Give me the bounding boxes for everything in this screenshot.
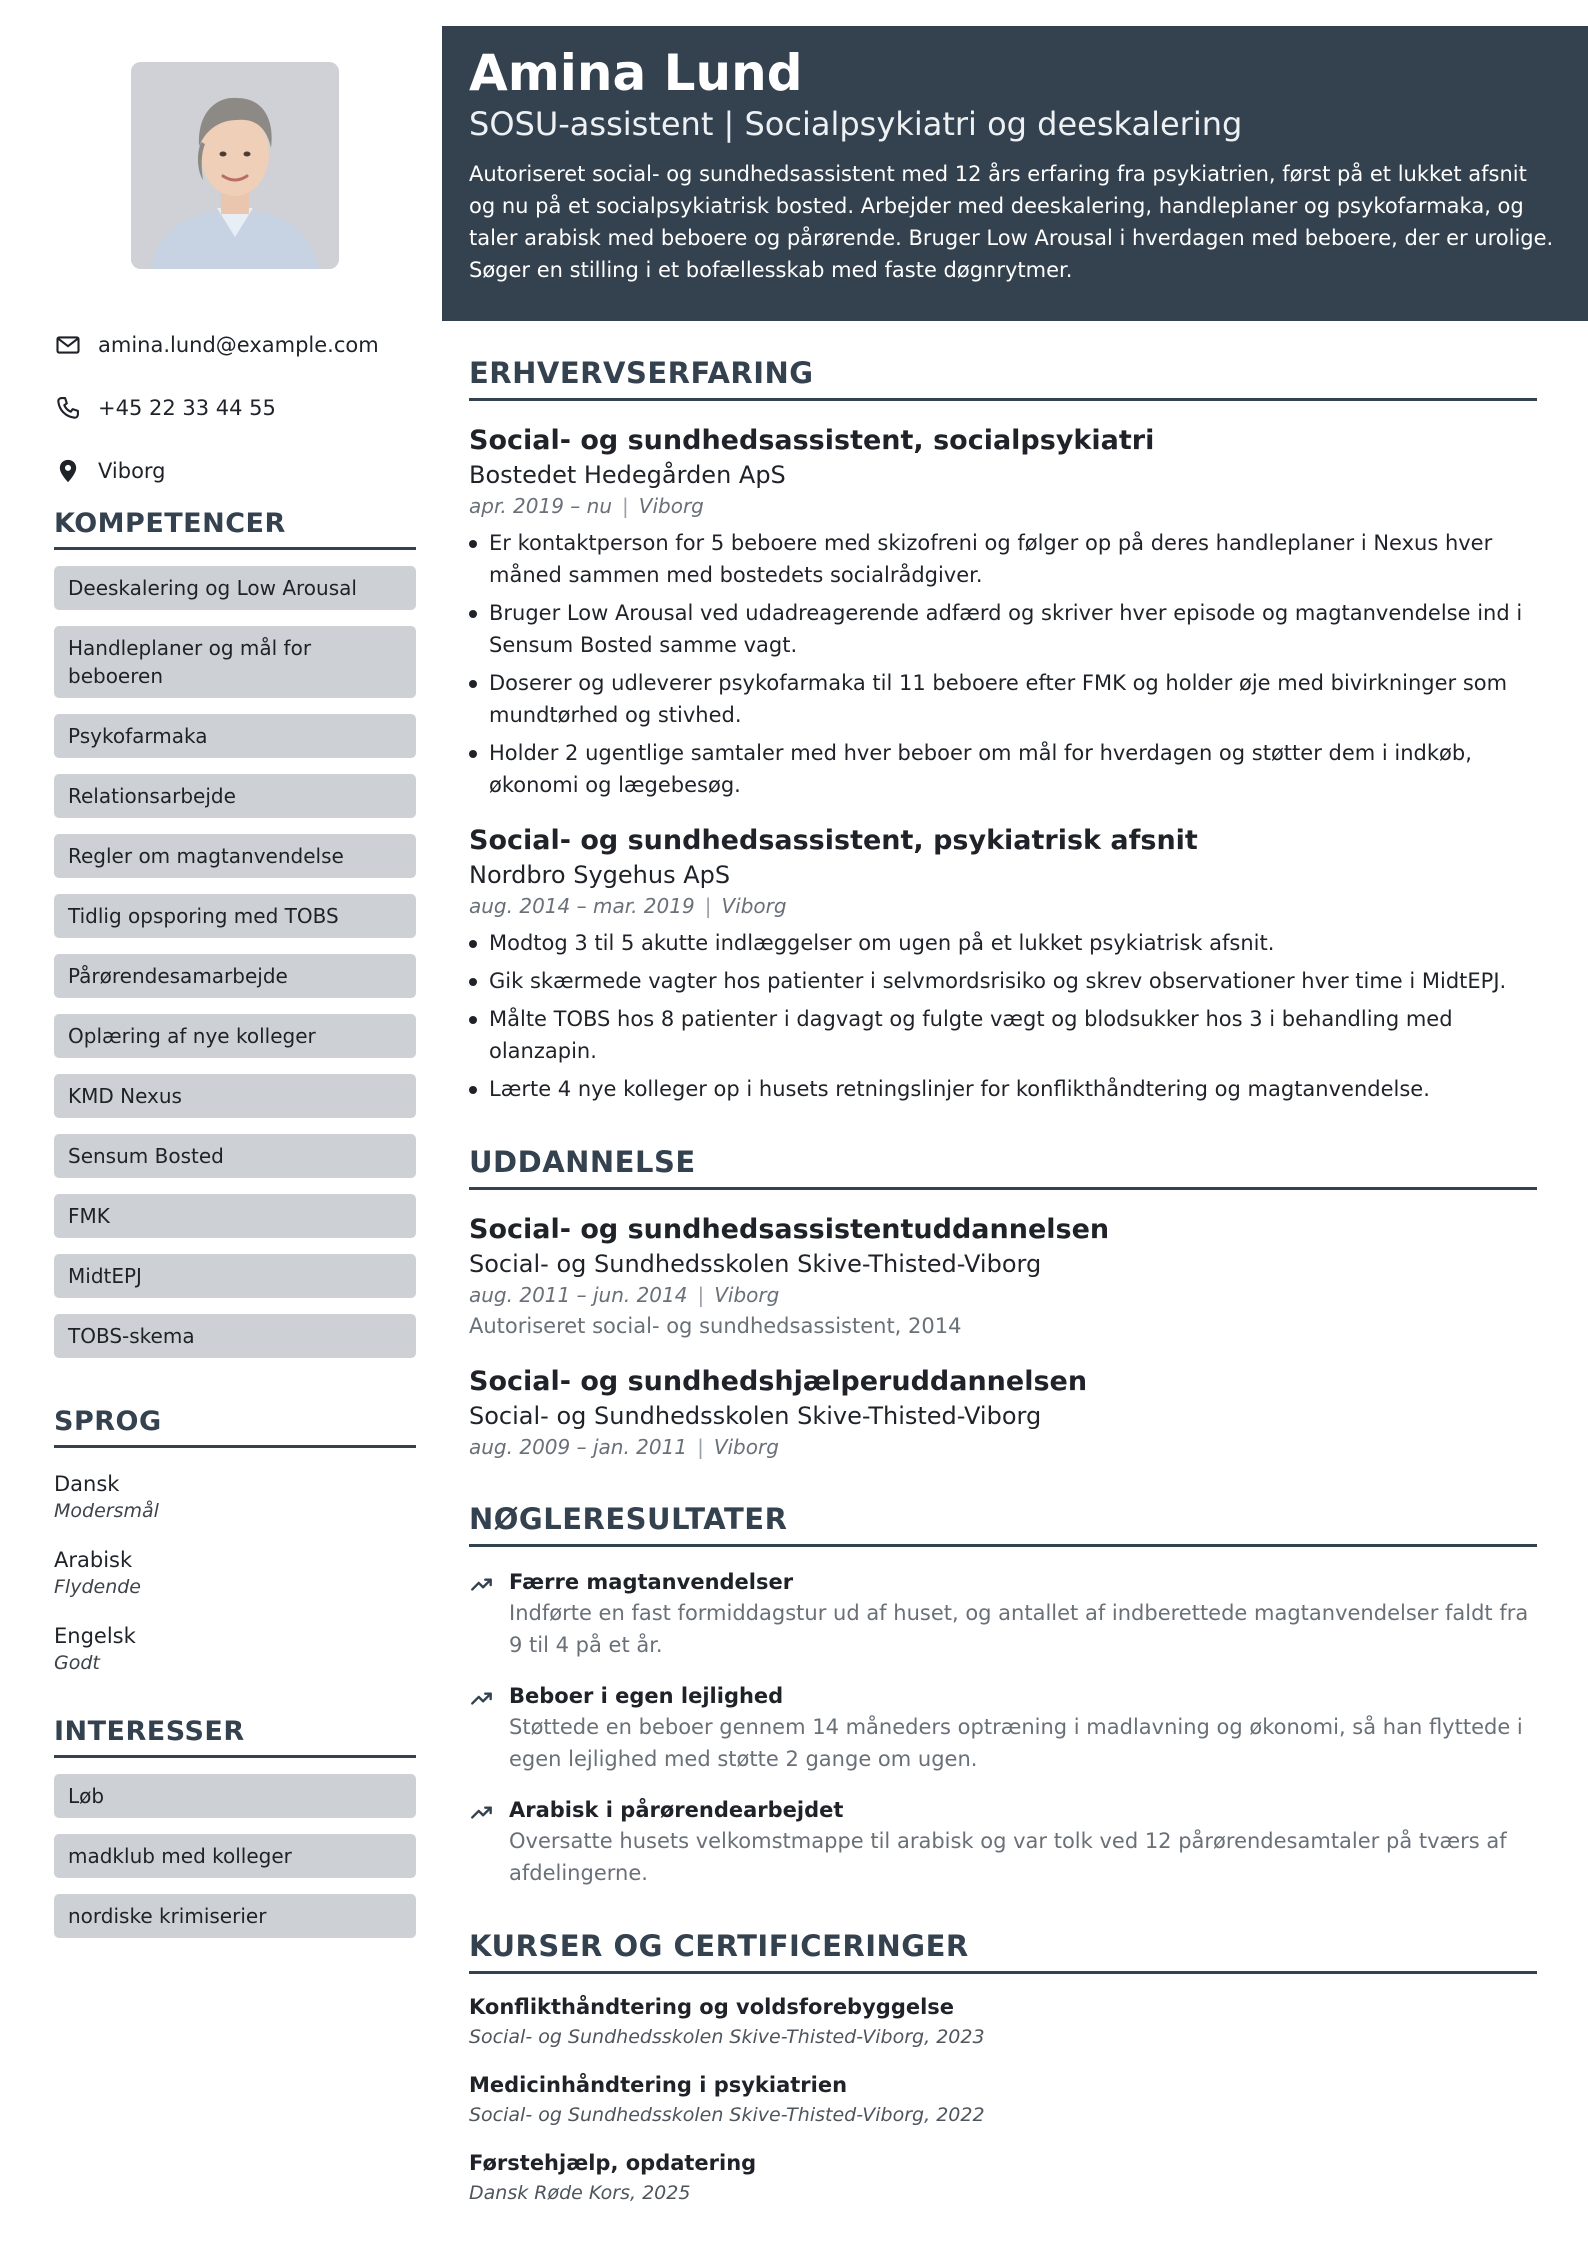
experience-section <box>469 356 1537 1105</box>
skill-tag: Relationsarbejde <box>54 774 416 818</box>
job-place: Viborg <box>638 494 704 518</box>
language-level: Godt <box>54 1652 100 1674</box>
job-meta <box>469 491 1537 521</box>
skill-tag: TOBS-skema <box>54 1314 416 1358</box>
skill-tag: MidtEPJ <box>54 1254 416 1298</box>
skill-tag: Handleplaner og mål for beboeren <box>54 626 416 698</box>
course-item <box>469 2148 1537 2208</box>
skill-tag: Pårørendesamarbejde <box>54 954 416 998</box>
candidate-name: Amina Lund <box>469 44 803 102</box>
education-school: Social- og Sundhedsskolen Skive-Thisted-Viborg <box>469 1250 1042 1278</box>
education-entry <box>469 1364 1537 1462</box>
course-name: Medicinhåndtering i psykiatrien <box>469 2073 848 2097</box>
education-meta <box>469 1432 1537 1462</box>
interest-tag: madklub med kolleger <box>54 1834 416 1878</box>
job-employer: Bostedet Hedegården ApS <box>469 461 786 489</box>
courses-title: KURSER OG CERTIFICERINGER <box>469 1929 1537 1974</box>
contact-location <box>54 439 416 502</box>
result-item <box>469 1795 1537 1889</box>
job-title: Social- og sundhedsassistent, socialpsykiatri <box>469 425 1155 456</box>
language-name: Arabisk <box>54 1548 133 1572</box>
skill-tag: FMK <box>54 1194 416 1238</box>
job-bullet: Holder 2 ugentlige samtaler med hver beboer om mål for hverdagen og støtter dem i indkøb, økonomi og lægebesøg. <box>469 737 1537 801</box>
job-bullet: Målte TOBS hos 8 patienter i dagvagt og fulgte vægt og blodsukker hos 3 i behandling med olanzapin. <box>469 1003 1537 1067</box>
job-bullet: Bruger Low Arousal ved udadreagerende adfærd og skriver hver episode og magtanvendelse ind i Sensum Bosted samme vagt. <box>469 597 1537 661</box>
language-name: Engelsk <box>54 1624 136 1648</box>
skill-tag: Sensum Bosted <box>54 1134 416 1178</box>
course-name: Førstehjælp, opdatering <box>469 2151 757 2175</box>
result-text: Indførte en fast formiddagstur ud af huset, og antallet af indberettede magtanvendelser faldt fra 9 til 4 på et år. <box>509 1601 1529 1657</box>
job-bullet: Gik skærmede vagter hos patienter i selvmordsrisiko og skrev observationer hver time i MidtEPJ. <box>469 965 1537 997</box>
education-title: Social- og sundhedsassistentuddannelsen <box>469 1214 1110 1245</box>
trending-up-icon <box>469 1571 495 1597</box>
languages-title: SPROG <box>54 1406 416 1448</box>
portrait-image <box>131 62 339 269</box>
meta-separator: | <box>622 494 629 518</box>
job-employer: Nordbro Sygehus ApS <box>469 861 731 889</box>
result-item <box>469 1567 1537 1661</box>
location-pin-icon <box>54 457 98 485</box>
education-entry <box>469 1212 1537 1342</box>
meta-separator: | <box>704 894 712 918</box>
languages-list <box>54 1470 416 1676</box>
location-text: Viborg <box>98 458 166 483</box>
courses-list <box>469 1992 1537 2208</box>
education-title: UDDANNELSE <box>469 1145 1537 1190</box>
course-meta: Social- og Sundhedsskolen Skive-Thisted-Viborg, 2023 <box>469 2026 985 2048</box>
result-title: Arabisk i pårørendearbejdet <box>509 1798 844 1822</box>
job-bullet: Er kontaktperson for 5 beboere med skizofreni og følger op på deres handleplaner i Nexus hver måned sammen med bostedets socialrådgiver. <box>469 527 1537 591</box>
interests-title: INTERESSER <box>54 1716 416 1758</box>
phone-text: +45 22 33 44 55 <box>98 395 276 420</box>
skill-tag: Oplæring af nye kolleger <box>54 1014 416 1058</box>
job-title: Social- og sundhedsassistent, psykiatrisk afsnit <box>469 825 1198 856</box>
skills-title: KOMPETENCER <box>54 508 416 550</box>
courses-section <box>469 1929 1537 2208</box>
interest-tag: Løb <box>54 1774 416 1818</box>
language-level: Modersmål <box>54 1500 159 1522</box>
education-dates: aug. 2011 – jun. 2014 <box>469 1283 688 1307</box>
language-item <box>54 1546 416 1600</box>
mail-icon <box>54 331 98 359</box>
education-meta <box>469 1280 1537 1310</box>
education-section <box>469 1145 1537 1462</box>
interests-section <box>54 1716 416 1938</box>
meta-separator: | <box>697 1435 704 1459</box>
course-name: Konflikthåndtering og voldsforebyggelse <box>469 1995 955 2019</box>
result-item <box>469 1681 1537 1775</box>
result-title: Færre magtanvendelser <box>509 1570 794 1594</box>
course-meta: Social- og Sundhedsskolen Skive-Thisted-Viborg, 2022 <box>469 2104 985 2126</box>
candidate-role: SOSU-assistent | Socialpsykiatri og deeskalering <box>469 105 1243 143</box>
job-entry <box>469 423 1537 801</box>
language-item <box>54 1622 416 1676</box>
meta-separator: | <box>697 1283 705 1307</box>
skill-tag: Regler om magtanvendelse <box>54 834 416 878</box>
skill-tag: Psykofarmaka <box>54 714 416 758</box>
profile-summary: Autoriseret social- og sundhedsassistent med 12 års erfaring fra psykiatrien, først på et lukket afsnit og nu på et socialpsykiatrisk bosted. Arbejder med deeskalering, handleplaner og psykofarmaka, og taler arabisk med beboere og pårørende. Bruger Low Arousal i hverdagen med beboere, der er urolige. Søger en stilling i et bofællesskab med faste døgnrytmer. <box>469 162 1554 282</box>
language-name: Dansk <box>54 1472 120 1496</box>
job-bullets <box>469 527 1537 801</box>
education-place: Viborg <box>714 1283 780 1307</box>
contact-list <box>54 313 416 502</box>
main-content <box>469 356 1537 2208</box>
profile-photo <box>131 62 339 269</box>
language-item <box>54 1470 416 1524</box>
trending-up-icon <box>469 1685 495 1711</box>
interests-list <box>54 1774 416 1938</box>
email-text: amina.lund@example.com <box>98 332 379 357</box>
results-title: NØGLERESULTATER <box>469 1502 1537 1547</box>
job-dates: apr. 2019 – nu <box>469 494 613 518</box>
skill-tag: Deeskalering og Low Arousal <box>54 566 416 610</box>
interest-tag: nordiske krimiserier <box>54 1894 416 1938</box>
job-bullet: Lærte 4 nye kolleger op i husets retningslinjer for konflikthåndtering og magtanvendelse. <box>469 1073 1537 1105</box>
jobs-list <box>469 423 1537 1105</box>
result-title: Beboer i egen lejlighed <box>509 1684 784 1708</box>
job-dates: aug. 2014 – mar. 2019 <box>469 894 695 918</box>
skills-section <box>54 508 416 1358</box>
course-meta: Dansk Røde Kors, 2025 <box>469 2182 691 2204</box>
education-place: Viborg <box>713 1435 779 1459</box>
education-note: Autoriseret social- og sundhedsassistent, 2014 <box>469 1314 962 1338</box>
result-text: Oversatte husets velkomstmappe til arabisk og var tolk ved 12 pårørendesamtaler på tværs af afdelingerne. <box>509 1829 1507 1885</box>
results-section <box>469 1502 1537 1889</box>
job-bullet: Doserer og udleverer psykofarmaka til 11 beboere efter FMK og holder øje med bivirkninger som mundtørhed og stivhed. <box>469 667 1537 731</box>
trending-up-icon <box>469 1799 495 1825</box>
job-meta <box>469 891 1537 921</box>
education-list <box>469 1212 1537 1462</box>
contact-email[interactable] <box>54 313 416 376</box>
contact-phone[interactable] <box>54 376 416 439</box>
skills-list <box>54 566 416 1358</box>
course-item <box>469 1992 1537 2052</box>
job-bullets <box>469 927 1537 1105</box>
results-list <box>469 1567 1537 1889</box>
course-item <box>469 2070 1537 2130</box>
skill-tag: Tidlig opsporing med TOBS <box>54 894 416 938</box>
experience-title: ERHVERVSERFARING <box>469 356 1537 401</box>
header-banner <box>442 26 1588 321</box>
languages-section <box>54 1406 416 1676</box>
job-bullet: Modtog 3 til 5 akutte indlæggelser om ugen på et lukket psykiatrisk afsnit. <box>469 927 1537 959</box>
education-school: Social- og Sundhedsskolen Skive-Thisted-Viborg <box>469 1402 1042 1430</box>
phone-icon <box>54 394 98 422</box>
skill-tag: KMD Nexus <box>54 1074 416 1118</box>
education-title: Social- og sundhedshjælperuddannelsen <box>469 1366 1088 1397</box>
language-level: Flydende <box>54 1576 141 1598</box>
job-entry <box>469 823 1537 1105</box>
education-dates: aug. 2009 – jan. 2011 <box>469 1435 688 1459</box>
result-text: Støttede en beboer gennem 14 måneders optræning i madlavning og økonomi, så han flyttede i egen lejlighed med støtte 2 gange om ugen. <box>509 1715 1523 1771</box>
job-place: Viborg <box>721 894 787 918</box>
